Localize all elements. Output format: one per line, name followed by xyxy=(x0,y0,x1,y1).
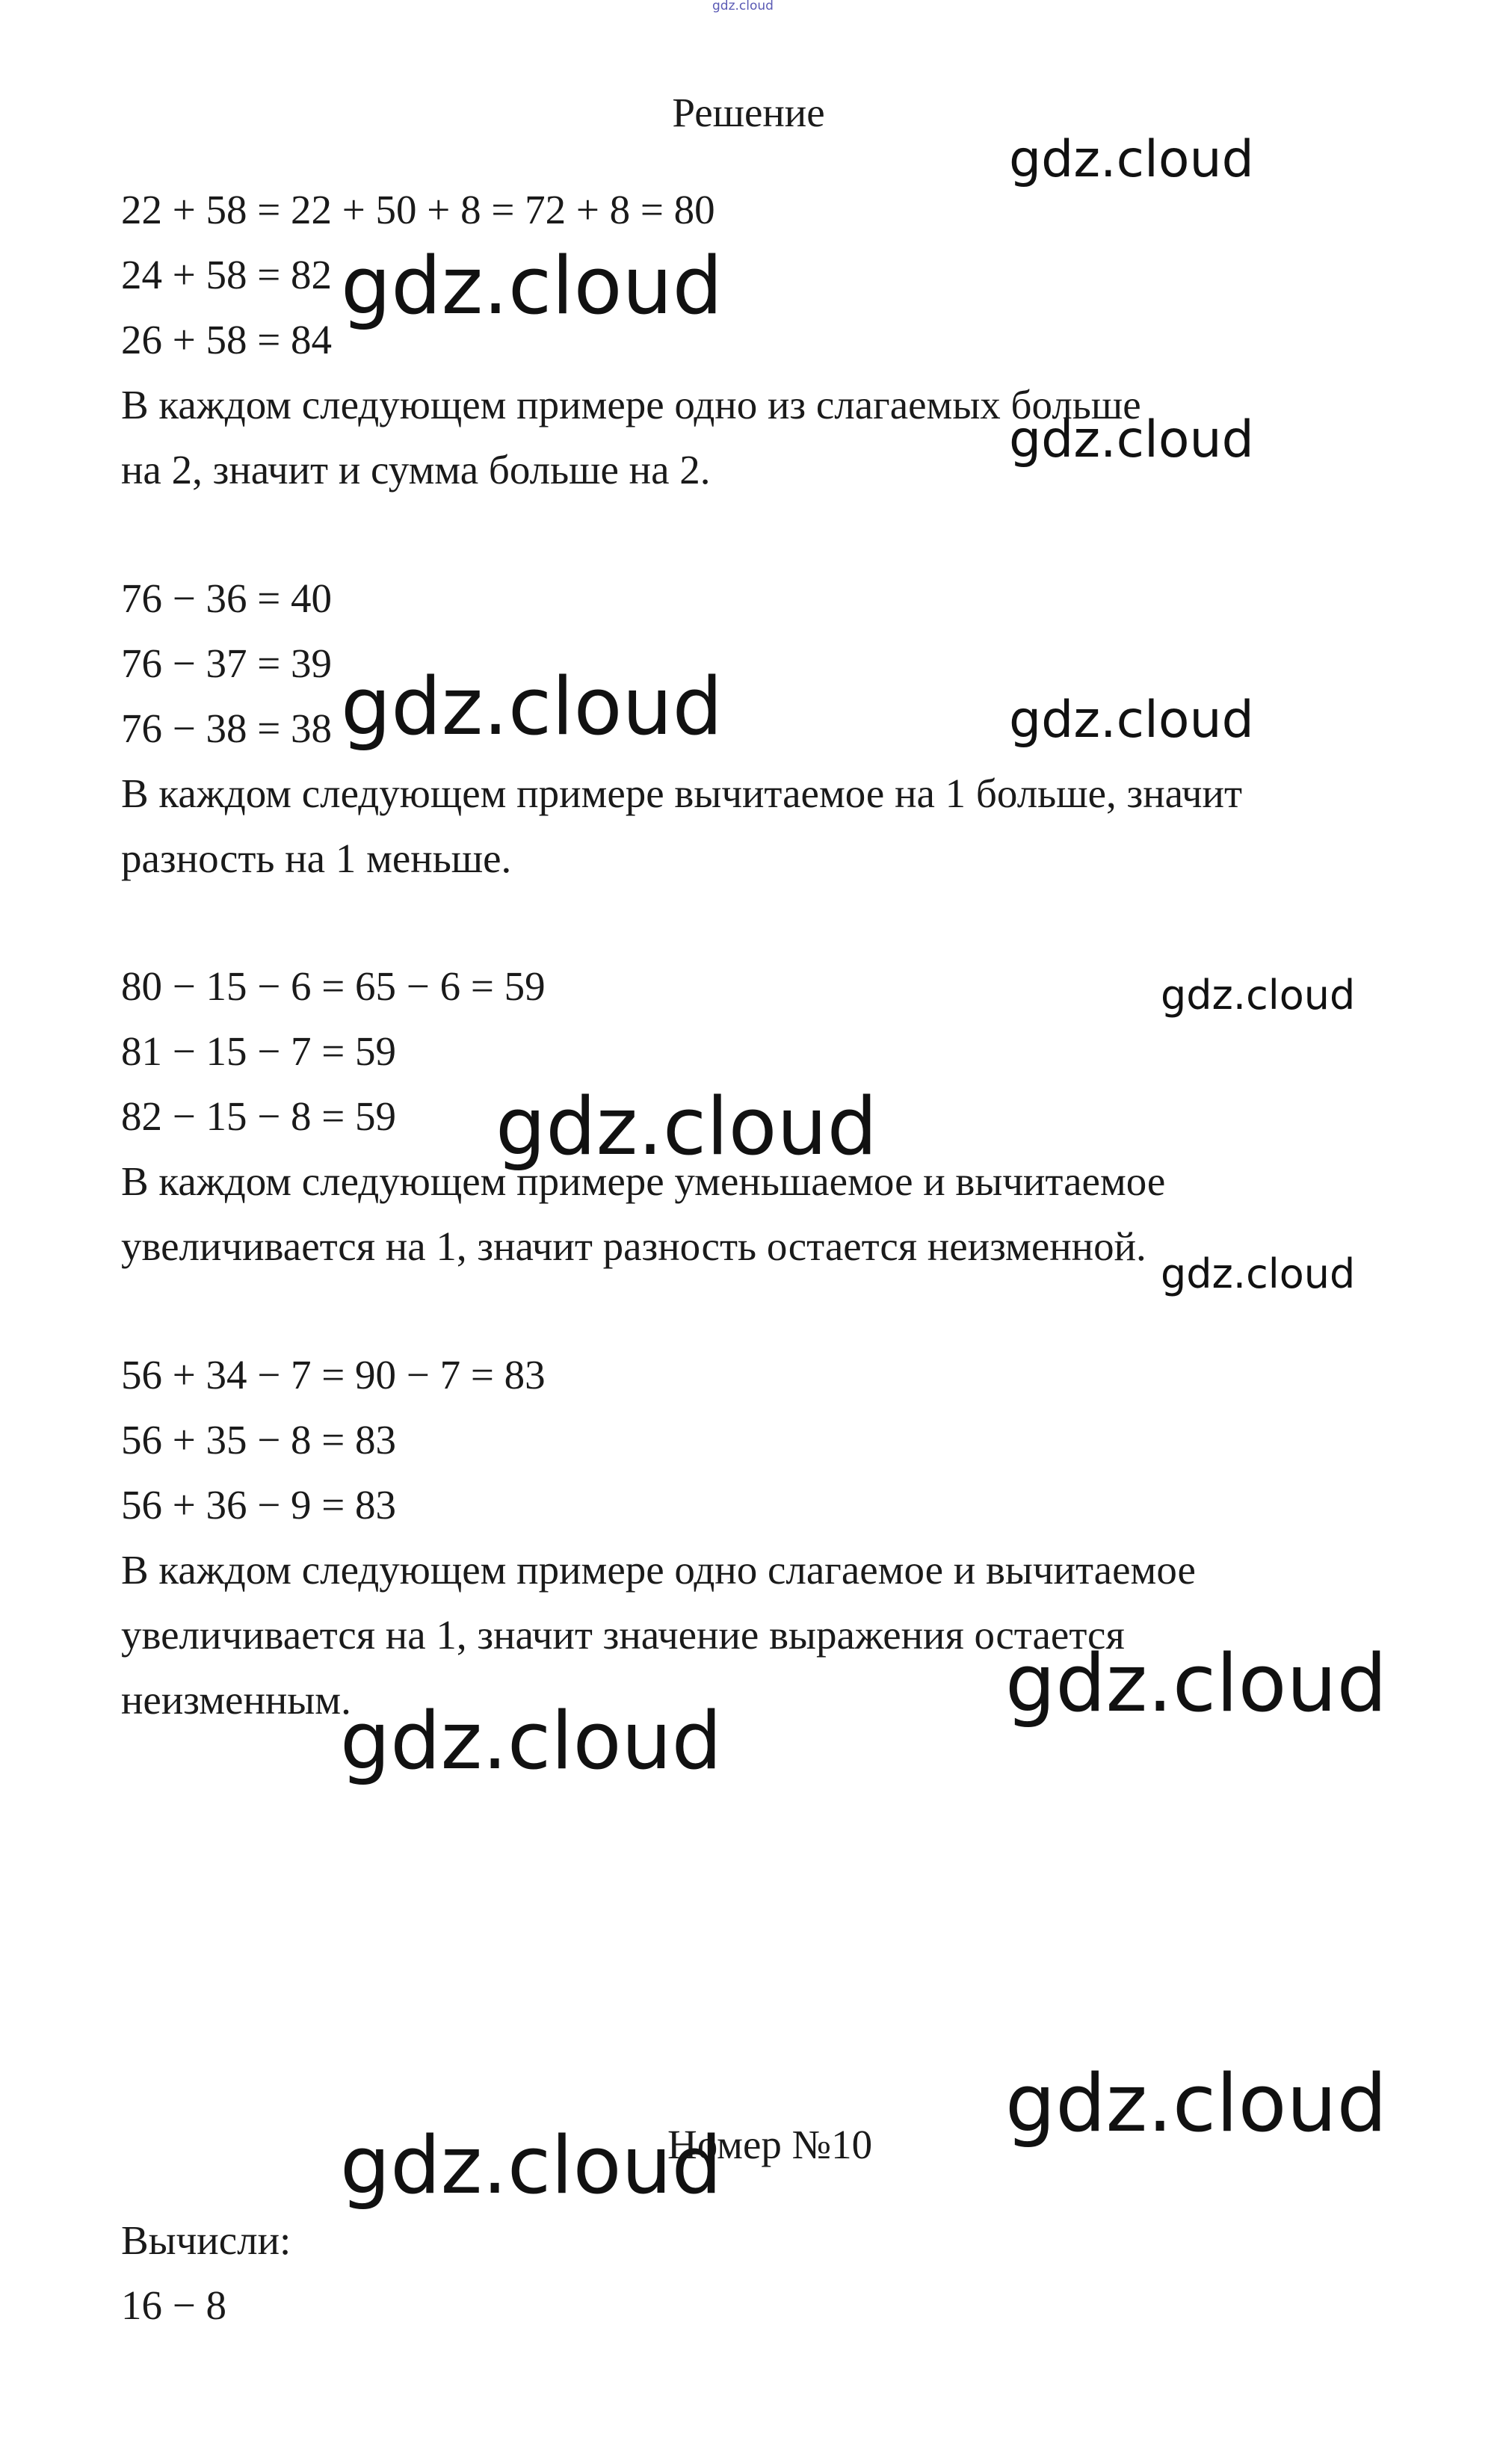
block3-line-1: 80 − 15 − 6 = 65 − 6 = 59 xyxy=(121,963,546,1009)
block2-line-1: 76 − 36 = 40 xyxy=(121,575,333,621)
next-task-expression: 16 − 8 xyxy=(121,2282,227,2328)
block3-explanation-2: увеличивается на 1, значит разность остается неизменной. xyxy=(121,1223,1146,1269)
block3-line-3: 82 − 15 − 8 = 59 xyxy=(121,1093,397,1139)
block4-line-1: 56 + 34 − 7 = 90 − 7 = 83 xyxy=(121,1352,546,1398)
watermark: gdz.cloud xyxy=(1161,1250,1356,1297)
block4-line-3: 56 + 36 − 9 = 83 xyxy=(121,1482,397,1528)
watermark: gdz.cloud xyxy=(340,2119,722,2211)
watermark: gdz.cloud xyxy=(341,240,723,332)
watermark: gdz.cloud xyxy=(1005,1637,1387,1729)
next-task-title: Номер №10 xyxy=(667,2122,873,2167)
block2-line-3: 76 − 38 = 38 xyxy=(121,705,333,751)
watermark: gdz.cloud xyxy=(496,1081,877,1173)
solution-title: Решение xyxy=(672,90,825,135)
watermark: gdz.cloud xyxy=(1009,410,1254,469)
block2-explanation-1: В каждом следующем примере вычитаемое на 1 больше, значит xyxy=(121,771,1242,816)
block1-explanation-2: на 2, значит и сумма больше на 2. xyxy=(121,447,711,493)
watermark: gdz.cloud xyxy=(1009,691,1254,750)
block1-line-3: 26 + 58 = 84 xyxy=(121,317,333,362)
block2-explanation-2: разность на 1 меньше. xyxy=(121,836,512,881)
next-task-prompt: Вычисли: xyxy=(121,2217,291,2263)
block4-explanation-1: В каждом следующем примере одно слагаемое и вычитаемое xyxy=(121,1547,1196,1593)
block1-line-2: 24 + 58 = 82 xyxy=(121,252,333,297)
block3-line-2: 81 − 15 − 7 = 59 xyxy=(121,1028,397,1074)
block2-line-2: 76 − 37 = 39 xyxy=(121,640,333,686)
watermark: gdz.cloud xyxy=(1009,130,1254,189)
block4-line-2: 56 + 35 − 8 = 83 xyxy=(121,1417,397,1463)
watermark: gdz.cloud xyxy=(1005,2057,1387,2149)
block3-explanation-1: В каждом следующем примере уменьшаемое и вычитаемое xyxy=(121,1158,1166,1204)
block1-line-1: 22 + 58 = 22 + 50 + 8 = 72 + 8 = 80 xyxy=(121,187,715,232)
watermark: gdz.cloud xyxy=(1161,972,1356,1019)
watermark: gdz.cloud xyxy=(340,1695,722,1787)
block1-explanation-1: В каждом следующем примере одно из слагаемых больше xyxy=(121,382,1141,427)
block4-explanation-3: неизменным. xyxy=(121,1677,351,1723)
watermark: gdz.cloud xyxy=(341,661,723,753)
block4-explanation-2: увеличивается на 1, значит значение выражения остается xyxy=(121,1612,1125,1658)
top-watermark: gdz.cloud xyxy=(712,0,774,13)
